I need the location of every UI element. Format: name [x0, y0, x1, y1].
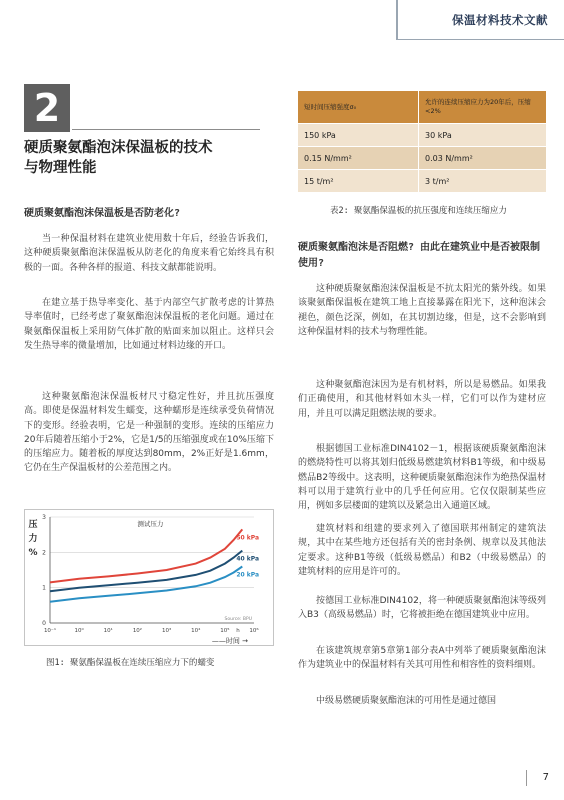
paragraph-left-3: 这种聚氨酯泡沫保温板材尺寸稳定性好，并且抗压强度高。即使是保温材料发生蠕变，这种蠕形是连续承受负荷情况下的变形。经验表明，它是一种强制的变形。连续的压缩应力20年后随着压缩小于2%，它是1/5的压缩强度或在10%压缩下的压缩应力。随着板的厚度达到80mm，2%正好是1.6mm，它仍在生产保温板材的公差范围之内。 — [24, 392, 274, 474]
paragraph-right-7: 中级易燃硬质聚氨酯泡沫的可用性是通过德国 — [316, 696, 497, 706]
chart-y-tick-label: 0 — [42, 620, 46, 627]
chart-series-label: 50 kPa — [236, 534, 260, 542]
table-cell: 30 kPa — [419, 124, 547, 147]
chart-x-tick-label: h — [236, 628, 240, 634]
paragraph-left-2: 在建立基于热导率变化、基于内部空气扩散考虑的计算热导率值时，已经考虑了聚氨酯泡沫保温板的老化问题。通过在聚氨酯保温板上采用防气体扩散的贴面来加以阻止。这样只会发生热导率的微量增加，比如通过材料边缘的开口。 — [24, 298, 274, 351]
chart-series-label: 20 kPa — [236, 571, 260, 579]
paragraph-right-3: 根据德国工业标准DIN4102－1，根据该硬质聚氨酯泡沫的燃烧特性可以将其划归低级易燃建筑材料B1等级，和中级易燃品B2等级中。这表明，这种硬质聚氨酯泡沫作为绝热保温材料可以用于建筑行业中的几乎任何应用。它仅仅限制某些应用，例如多层楼面的建筑以及紧急出入通道区域。 — [298, 444, 546, 512]
chart-x-label: ——时间 → — [211, 637, 248, 645]
paragraph-left-1: 当一种保温材料在建筑业使用数十年后，经验告诉我们，这种硬质聚氨酯泡沫保温板从防老化的角度来看它始终具有积极的一面。各种各样的报道、科技文献都能说明。 — [24, 234, 274, 273]
chart-x-tick-label: 10⁶ — [249, 628, 259, 634]
chart-x-tick-label: 10⁵ — [220, 628, 230, 634]
chapter-number: 2 — [24, 84, 70, 132]
table-cell: 0.15 N/mm² — [298, 147, 419, 170]
chart-ylabel: 压力 % — [28, 520, 38, 558]
table-cell: 0.03 N/mm² — [419, 147, 547, 170]
running-header — [396, 0, 564, 40]
chart-inner-label: 测试压力 — [137, 519, 164, 528]
paragraph-right-2: 这种聚氨酯泡沫因为是有机材料，所以是易燃品。如果我们正确使用，和其他材料如木头一样，它们可以作为建材应用，并且可以满足阻燃法规的要求。 — [298, 380, 546, 419]
table-cell: 15 t/m² — [298, 170, 419, 193]
page-number: 7 — [526, 770, 549, 786]
section-title-line2: 与物理性能 — [24, 160, 97, 176]
question-aging: 硬质聚氨酯泡沫保温板是否防老化? — [24, 208, 181, 219]
creep-chart — [24, 509, 274, 646]
table-row — [298, 147, 546, 170]
table2-header-row — [298, 91, 546, 124]
chart-y-tick-label: 2 — [42, 549, 46, 557]
chart-x-tick-label: 10¹ — [103, 628, 113, 634]
chart-x-tick-label: 10⁻¹ — [43, 628, 57, 634]
chart-series-line — [50, 529, 242, 582]
figure1-caption: 图1: 聚氨酯保温板在连续压缩应力下的蠕变 — [46, 658, 215, 668]
chart-x-tick-label: 10⁴ — [191, 628, 201, 634]
chapter-divider — [72, 129, 260, 130]
chart-series-label: 40 kPa — [236, 555, 260, 563]
table2-header-cell: 短时间压缩强度σ₀ — [298, 91, 419, 124]
table2 — [298, 91, 546, 193]
paragraph-right-5: 按德国工业标准DIN4102，将一种硬质聚氨酯泡沫等级列入B3（高级易燃品）时，它将被拒绝在德国建筑业中应用。 — [298, 596, 546, 621]
chart-y-tick-label: 1 — [42, 584, 46, 592]
section-title-line1: 硬质聚氨酯泡沫保温板的技术 — [24, 140, 213, 156]
table-cell: 150 kPa — [298, 124, 419, 147]
table2-header-cell: 允许的连续压缩应力为20年后，压缩<2% — [419, 91, 547, 124]
chart-x-tick-label: 10³ — [161, 628, 172, 634]
section-title — [24, 138, 274, 178]
table-row — [298, 124, 546, 147]
paragraph-right-4: 建筑材料和组建的要求列入了德国联邦州制定的建筑法规，其中在某些地方还包括有关的密封条例、规章以及其他法定要求。这种B1等级（低级易燃品）和B2（中级易燃品）的建筑材料的应用是许可的。 — [298, 524, 546, 577]
chart-x-tick-label: 10² — [132, 628, 143, 634]
chart-y-tick-label: 3 — [42, 514, 46, 521]
table2-caption: 表2: 聚氨酯保温板的抗压强度和连续压缩应力 — [330, 206, 507, 216]
table-row — [298, 170, 546, 193]
paragraph-right-1: 这种硬质聚氨酯泡沫保温板是不抗太阳光的紫外线。如果该聚氨酯保温板在建筑工地上直接暴露在阳光下，这种泡沫会褪色，颜色泛深，例如，在其切割边缘，但是，这不会影响到这种保温材料的技术与物理性能。 — [298, 284, 546, 337]
running-header-title: 保温材料技术文献 — [452, 13, 548, 27]
paragraph-right-6: 在该建筑规章第5章第1部分表A中列举了硬质聚氨酯泡沫作为建筑业中的保温材料有关其可用性和相容性的资料细则。 — [298, 646, 546, 671]
chart-x-tick-label: 10⁰ — [74, 628, 84, 634]
chart-source: Source: BPU — [224, 617, 252, 622]
table-cell: 3 t/m² — [419, 170, 547, 193]
question-flammability: 硬质聚氨酯泡沫是否阻燃? 由此在建筑业中是否被限制使用? — [298, 242, 541, 269]
